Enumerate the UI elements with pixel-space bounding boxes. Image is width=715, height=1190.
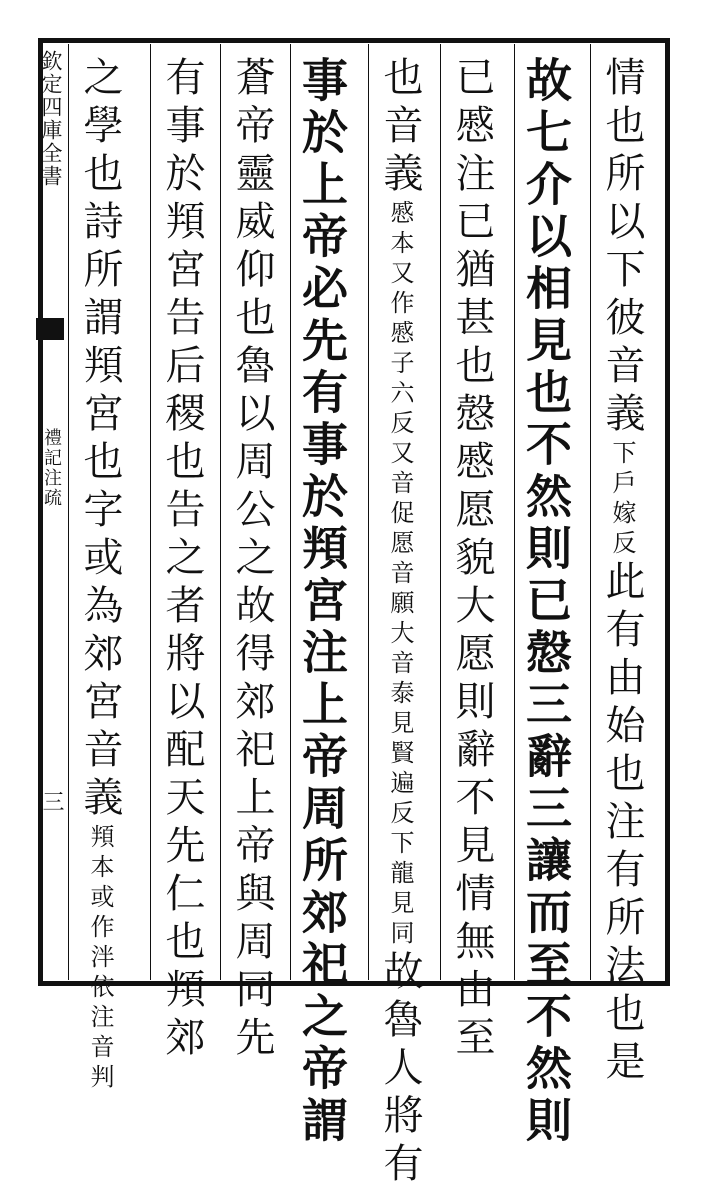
book-title: 欽定四庫全書 [39,50,63,188]
annotation-note: 下戶嫁反 [608,440,636,560]
column-rule [368,44,369,980]
column-rule [220,44,221,980]
main-text: 此有由始也注有所法也是 [599,560,645,1088]
column-rule [150,44,151,980]
text-column-5: 事於上帝必先有事於頖宮注上帝周所郊祀之帝謂 [295,56,349,1148]
main-text: 也音義 [377,56,423,200]
text-column-3: 已慼注已猶甚也慤慼愿貌大愿則辭不見情無由至 [449,56,495,1064]
column-rule [590,44,591,980]
chapter-title: 禮記注疏 [41,428,62,508]
column-rule [440,44,441,980]
text-column-6: 蒼帝靈威仰也魯以周公之故得郊祀上帝與周同先 [229,56,275,1064]
page-number: 三 [39,790,64,814]
annotation-note: 慼本又作慼子六反又音促愿音願大音泰見賢遍反下龍見同 [386,200,414,950]
column-rule [290,44,291,980]
fishtail-mark [36,318,64,340]
main-text: 故魯人將有 [377,950,423,1190]
text-column-4 [376,56,424,1190]
main-text: 情也所以下彼音義 [599,56,645,440]
column-rule [514,44,515,980]
annotation-note: 頖本或作泮依注音判 [86,824,114,1094]
text-column-8 [76,56,124,1094]
text-column-7: 有事於頖宮告后稷也告之者將以配天先仁也頖郊 [159,56,205,1064]
main-text: 之學也詩所謂頖宮也字或為郊宮音義 [77,56,123,824]
text-column-1 [598,56,646,1088]
text-column-2: 故七介以相見也不然則已慤三辭三讓而至不然則 [519,56,573,1148]
